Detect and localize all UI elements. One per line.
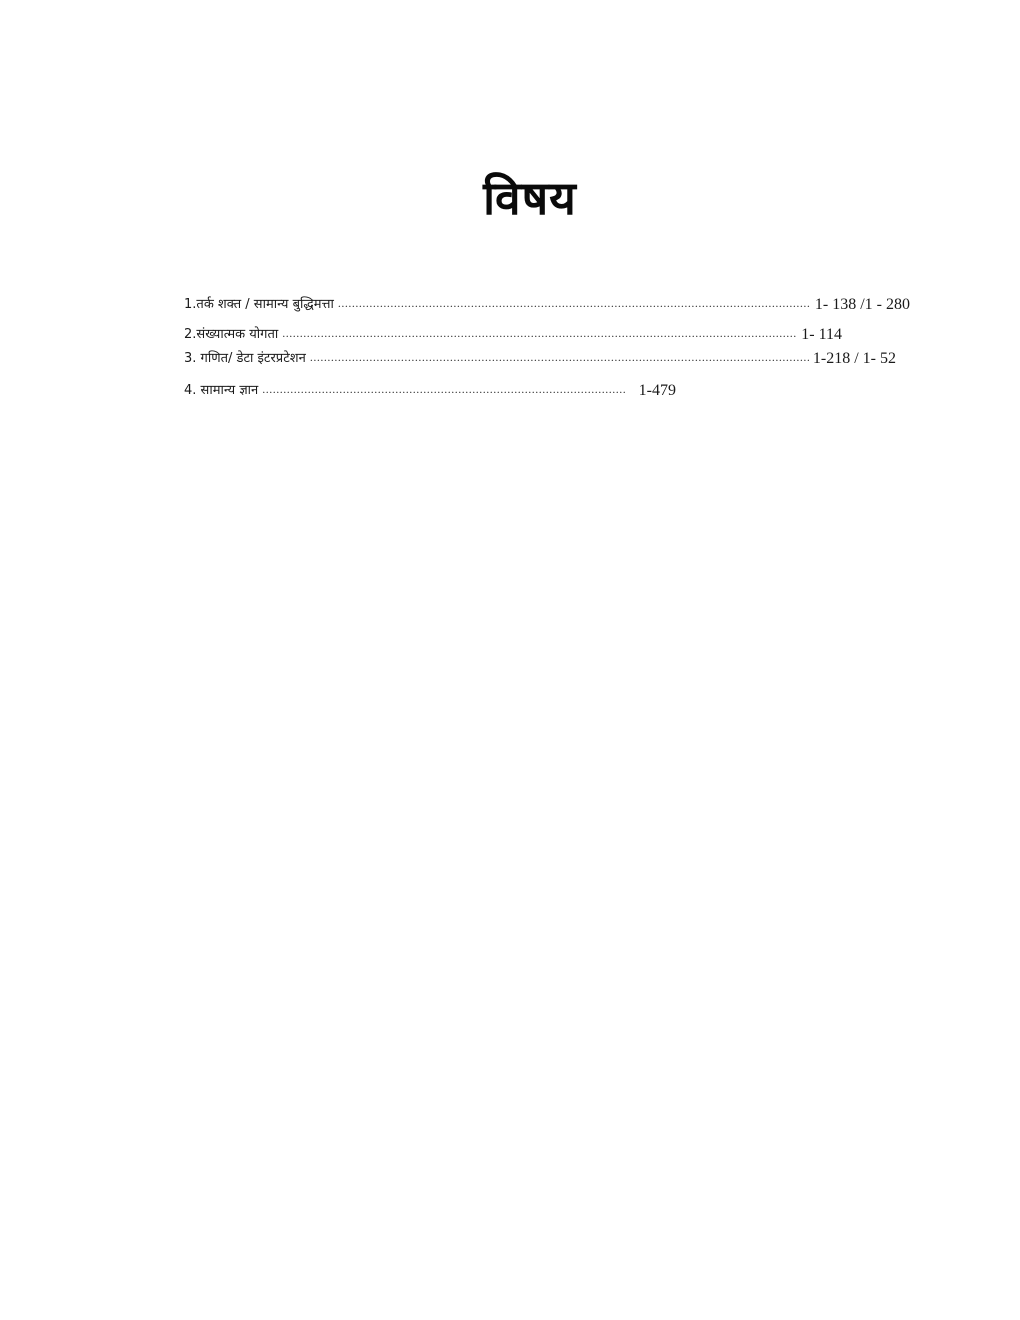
toc-dot-leader (338, 296, 811, 314)
toc-dot-leader (262, 382, 624, 400)
toc-entry-label: 2.संख्यात्मक योगता (184, 327, 279, 342)
page-title: विषय (483, 171, 577, 225)
toc-entry-3 (184, 346, 896, 368)
toc-entry-pages: 1-479 (638, 382, 676, 399)
toc-dot-leader (310, 350, 809, 368)
toc-entry-label: 3. गणित/ डेटा इंटरप्रटेशन (184, 351, 306, 366)
toc-entry-1 (184, 292, 910, 314)
toc-entry-pages: 1-218 / 1- 52 (812, 350, 896, 367)
toc-entry-pages: 1- 138 /1 - 280 (814, 296, 910, 313)
toc-entry-4 (184, 378, 676, 400)
toc-entry-pages: 1- 114 (801, 326, 842, 343)
toc-entry-label: 4. सामान्य ज्ञान (184, 383, 259, 398)
toc-entry-2 (184, 322, 842, 344)
toc-entry-label: 1.तर्क शक्त / सामान्य बुद्धिमत्ता (184, 297, 334, 312)
toc-dot-leader (282, 326, 797, 344)
